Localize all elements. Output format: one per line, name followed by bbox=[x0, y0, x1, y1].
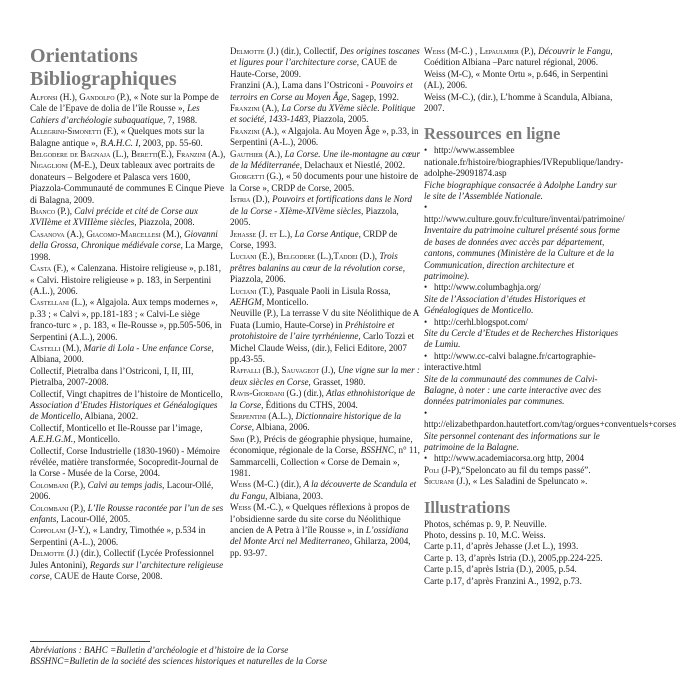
entry-details: , Albiana, 2002. bbox=[80, 411, 139, 422]
entry-title: Atlas ethnohistorique de la Corse bbox=[230, 388, 416, 410]
bibliography-entry bbox=[30, 525, 226, 548]
resource-description: Inventaire du patrimoine culturel présenté sous forme de bases de données avec accès par département, cantons, communes (Ministère de la Culture et de la Communication, direction architecture et patrimoine). bbox=[424, 225, 620, 281]
entry-author: Castellani (L.), bbox=[30, 297, 88, 308]
resource-item bbox=[424, 145, 624, 179]
bibliography-entry bbox=[30, 297, 226, 343]
bibliography-entry bbox=[30, 423, 226, 446]
section-title-orientations: Orientations Bibliographiques bbox=[30, 45, 177, 90]
entry-author: Bianco (P.), bbox=[30, 206, 72, 217]
bullet-icon: • bbox=[424, 453, 428, 464]
entry-text: « Les Saladini de Speluncato ». bbox=[470, 476, 588, 487]
bibliography-column-2 bbox=[230, 46, 420, 559]
entry-text: (dir.), bbox=[301, 388, 327, 399]
entry-title: Calvi au temps jadis bbox=[87, 479, 163, 490]
entry-text: (dir.), Collectif (Lycée Professionnel Jules Antonini), bbox=[30, 548, 215, 570]
entry-details: , Lacour-Ollé, 2006. bbox=[30, 479, 214, 502]
entry-title: La Corse du XVème siècle. Politique et société, 1433-1483 bbox=[230, 103, 416, 125]
entry-text: (dir.), bbox=[278, 479, 304, 490]
entry-author: Allegrini-Simonetti (F.), bbox=[30, 126, 119, 137]
entry-details: , Coédition Albiana –Parc naturel régional, 2006. bbox=[424, 46, 613, 68]
entry-details: , Piazzola, 2005. bbox=[230, 205, 399, 228]
bullet-icon: • bbox=[424, 316, 428, 327]
entry-author: Franzini (A.), bbox=[230, 103, 280, 114]
entry-author: Delmotte (J.) bbox=[30, 548, 79, 559]
entry-title: Giovanni della Grossa, Chronique médiévale corse bbox=[30, 228, 218, 251]
entry-author: Weiss (M-C.) , Lepaulmier (P.), bbox=[424, 46, 536, 56]
entry-title: Pouvoirs et fortifications dans le Nord de la Corse - XIème-XIVème siècles bbox=[230, 194, 412, 216]
bibliography-entry bbox=[30, 548, 226, 582]
entry-text: « Note sur la Pompe de Cale de l’Epave de dolia de l’île Rousse », bbox=[30, 92, 219, 114]
entry-details: , Piazzola, 2006. bbox=[230, 262, 405, 285]
bibliography-column-1 bbox=[30, 45, 226, 582]
illustration-credit: Carte p.17, d’après Franzini A., 1992, p.73. bbox=[424, 575, 582, 586]
entry-text: Collectif, Vingt chapitres de l’histoire de Monticello, bbox=[30, 388, 223, 399]
bibliography-entry bbox=[30, 480, 226, 503]
entry-author: Coppolani (J-Y.), bbox=[30, 525, 91, 536]
bibliography-entry bbox=[230, 365, 420, 388]
entry-author: Franzini (A.), bbox=[230, 125, 280, 136]
bibliography-list bbox=[230, 46, 420, 559]
entry-text: Pasquale Paoli in Lisula Rossa, bbox=[274, 285, 391, 296]
entry-author: Ravis-Giordani (G.) bbox=[230, 388, 302, 399]
entry-text: Neuville (P.), La terrasse V du site Néolithique de A Fuata (Lumio, Haute-Corse) in bbox=[230, 308, 419, 330]
entry-details: , CAUE de Haute-Corse, 2009. bbox=[230, 57, 397, 79]
entry-title: Dictionnaire historique de la Corse bbox=[230, 411, 402, 433]
entry-author: Istria (D.), bbox=[230, 194, 270, 205]
entry-author: Belgodere de Bagnaja (L.), Beretti(E.), Franzini (A.), Nigaglioni (M-E.), bbox=[30, 149, 226, 171]
entry-author: Colombani (P.), bbox=[30, 479, 86, 490]
entry-title: Association d’Etudes Historiques et Généalogiques de Monticello bbox=[30, 399, 218, 422]
entry-title: La Corse Antique bbox=[294, 228, 359, 239]
entry-author: Poli (J-P), bbox=[424, 464, 462, 475]
resource-item bbox=[424, 351, 620, 374]
entry-title: AEHGM bbox=[230, 296, 262, 307]
entry-text: « Algajola. Au Moyen Âge », p.33, in Serpentini (A-L.), 2006. bbox=[230, 125, 419, 148]
bibliography-entry bbox=[230, 308, 420, 365]
entry-text: « Algajola. Aux temps modernes », p.33 ; « Calvi », pp.181-183 ; « Calvi-Le siège franco-turc » , p. 183, « Ile-Rousse », pp.505-506, in Serpentini (A.L.), 2006. bbox=[30, 297, 222, 342]
abbreviation-bahc: Abréviations : BAHC =Bulletin d’archéologie et d’histoire de la Corse bbox=[30, 645, 289, 655]
entry-author: Alfonsi (H.), Gandolfo (P.), bbox=[30, 92, 132, 102]
resource-description: Site de la communauté des communes de Calvi-Balagne, à noter : une carte interactive avec des données patrimoniales par communes. bbox=[424, 373, 602, 407]
bibliography-entry bbox=[30, 389, 226, 423]
entry-details: , CRDP de Corse, 1993. bbox=[230, 228, 398, 250]
bibliography-entry bbox=[230, 103, 420, 126]
resource-list bbox=[424, 145, 676, 464]
entry-title: Calvi précide et cité de Corse aux XVIIème et XVIIIème siècles bbox=[30, 206, 199, 228]
entry-text: « Quelques mots sur la Balagne antique », bbox=[30, 126, 205, 148]
footer-divider bbox=[30, 641, 150, 642]
resource-description: Site de l’Association d’études Historiques et Généalogiques de Monticello. bbox=[424, 293, 586, 316]
entry-author: Giorgetti (G.), bbox=[230, 171, 284, 182]
bibliography-entry bbox=[424, 465, 620, 476]
entry-author: Gauthier (A.), bbox=[230, 148, 283, 159]
bullet-icon: • bbox=[424, 202, 428, 213]
entry-text: « 50 documents pour une histoire de la Corse », CRDP de Corse, 2005. bbox=[230, 171, 419, 193]
entry-title: BSSHNC bbox=[360, 445, 394, 456]
entry-author: Weiss (M-C.) bbox=[230, 479, 279, 490]
bibliography-entry bbox=[30, 503, 226, 526]
entry-title: A.E.H.G.M. bbox=[30, 434, 74, 445]
entry-author: Casta (F.), bbox=[30, 263, 69, 274]
resource-description: Site personnel contenant des informations sur le patrimoine de la Balagne. bbox=[424, 430, 600, 452]
bibliography-entry bbox=[30, 149, 226, 206]
entry-title: A la découverte de Scandula et du Fangu bbox=[230, 479, 417, 501]
bibliography-entry bbox=[30, 263, 226, 297]
bibliography-entry bbox=[230, 286, 420, 309]
bibliography-entry bbox=[424, 92, 620, 115]
entry-title: Pouvoirs et terroirs en Corse au Moyen Âge bbox=[230, 80, 413, 102]
bibliography-entry bbox=[230, 46, 420, 80]
resource-item bbox=[424, 317, 620, 328]
entry-text: “Speloncato au fil du temps passé”. bbox=[461, 464, 591, 475]
entry-text: « Calenzana. Histoire religieuse », p.181, « Calvi. Histoire religieuse » p. 183, in Serpentini (A.L.), 2006. bbox=[30, 263, 221, 296]
bibliography-entry bbox=[30, 126, 226, 149]
entry-text: Collectif, Pietralba dans l’Ostriconi, I, II, III, Pietralba, 2007-2008. bbox=[30, 365, 194, 388]
bibliography-entry bbox=[30, 229, 226, 263]
resource-description: Site du Cercle d’Etudes et de Recherches Historiques de Lumiu. bbox=[424, 327, 619, 350]
entry-author: Colombani (P.), bbox=[30, 502, 86, 513]
entry-title: L’Ile Rousse racontée par l’un de ses enfants bbox=[30, 502, 224, 525]
entry-title: Les Cahiers d’archéologie subaquatique bbox=[30, 103, 200, 125]
resource-link[interactable]: http://elizabethpardon.hautetfort.com/tag/orgues+conventuels+corses bbox=[424, 419, 676, 430]
entry-author: Luciani (T.), bbox=[230, 285, 275, 296]
bibliography-entry bbox=[230, 411, 420, 434]
bibliography-entry bbox=[424, 69, 620, 92]
section-title-illustrations: Illustrations bbox=[424, 497, 511, 517]
resource-description: Fiche biographique consacrée à Adolphe Landry sur le site de l’Assemblée Nationale. bbox=[424, 179, 617, 202]
entry-title: Préhistoire et protohistoire de l’aire tyrrhénienne bbox=[230, 319, 395, 342]
resource-link[interactable]: http://www.cc-calvi balagne.fr/cartographie-interactive.html bbox=[424, 350, 596, 373]
entry-details: , Monticello. bbox=[73, 434, 120, 445]
entry-details: , Delachaux et Niestlé, 2002. bbox=[299, 160, 406, 171]
resource-link[interactable]: http://www.assemblee nationale.fr/histoire/biographies/IVRepublique/landry-adolphe-29091874.asp bbox=[424, 145, 624, 179]
illustration-credit: Photos, schémas p. 9, P. Neuville. bbox=[424, 518, 547, 529]
entry-text: Weiss (M-C), « Monte Ortu », p.646, in Serpentini (AL), 2006. bbox=[424, 68, 609, 91]
bullet-icon: • bbox=[424, 282, 428, 293]
entry-author: Delmotte (J.) bbox=[230, 46, 279, 56]
entry-details: , Albiana, 2006. bbox=[251, 422, 310, 433]
resource-item bbox=[424, 453, 620, 464]
bibliography-entry bbox=[230, 229, 420, 252]
bullet-icon: • bbox=[424, 350, 428, 361]
bibliography-entry bbox=[230, 479, 420, 502]
entry-author: Casanova (A.), Giacomo-Marcellesi (M.), bbox=[30, 228, 182, 239]
entry-title: Découvrir le Fangu bbox=[538, 46, 611, 56]
illustration-credits bbox=[424, 519, 620, 587]
entry-details: , CAUE de Haute Corse, 2008. bbox=[49, 571, 163, 582]
entry-details: , Ghilarza, 2004, pp. 93-97. bbox=[230, 536, 411, 558]
bibliography-column-3 bbox=[424, 46, 676, 587]
bibliography-entry bbox=[230, 171, 420, 194]
illustration-credit: Carte p. 13, d’après Istria (D.), 2005,pp.224-225. bbox=[424, 552, 603, 563]
entry-details: , Albiana, 2003. bbox=[265, 490, 323, 501]
abbreviations-footer bbox=[30, 645, 620, 668]
entry-details: , n° 11, Sammarcelli, Collection « Corse de Demain », 1981. bbox=[230, 445, 420, 479]
entry-text: Deux tableaux avec portraits de donateurs – Belgodere et Palasca vers 1600, Piazzola-Communauté de communes E Cinque Pieve di Balagna, 2009. bbox=[30, 160, 225, 205]
entry-details: , Sagep, 1992. bbox=[347, 91, 399, 102]
bibliography-entry bbox=[230, 126, 420, 149]
entry-author: Luciani (E.), Belgodere (L.),Taddei (D.), bbox=[230, 251, 378, 262]
entry-author: Castelli (M.), bbox=[30, 342, 82, 353]
entry-author: Weiss (M.-C.), bbox=[230, 502, 284, 513]
entry-details: , Grasset, 1980. bbox=[308, 376, 366, 387]
entry-details: , Monticello. bbox=[261, 296, 309, 307]
entry-details: , Éditions du CTHS, 2004. bbox=[261, 399, 358, 410]
entry-details: , Piazzola, 2005. bbox=[308, 114, 369, 125]
illustration-credit: Photo, dessins p. 10, M.C. Weiss. bbox=[424, 530, 546, 541]
bullet-icon: • bbox=[424, 145, 428, 156]
bibliography-entry bbox=[424, 46, 620, 69]
bibliography-list bbox=[30, 92, 226, 582]
entry-details: , 7, 1988. bbox=[163, 114, 198, 125]
resource-link[interactable]: http://cerhl.blogspot.com/ bbox=[434, 316, 528, 327]
entry-title: Marie di Lola - Une enfance Corse bbox=[83, 342, 212, 353]
entry-text: (dir.), Collectif, bbox=[278, 46, 340, 56]
resource-item bbox=[424, 202, 625, 225]
abbreviation-bsshnc: BSSHNC=Bulletin de la société des sciences historiques et naturelles de la Corse bbox=[30, 656, 328, 667]
resource-link[interactable]: http://www.culture.gouv.fr/culture/inventai/patrimoine/ bbox=[424, 213, 625, 224]
entry-text: Weiss (M-C.), (dir.), L’homme à Scandula, Albiana, 2007. bbox=[424, 91, 613, 114]
bibliography-entry bbox=[230, 194, 420, 228]
entry-title: Regards sur l’architecture religieuse corse bbox=[30, 559, 224, 582]
entry-title: Des origines toscanes et ligures pour l’architecture corse bbox=[230, 46, 420, 68]
bibliography-entry bbox=[230, 502, 420, 559]
entry-author: Jehasse (J. et L.), bbox=[230, 228, 293, 239]
bibliography-entry bbox=[230, 388, 420, 411]
entry-title: L’ossidiana del Monte Arci nel Mediterraneo bbox=[230, 525, 409, 547]
entry-title: Une vigne sur la mer : deux siècles en Corse bbox=[230, 365, 420, 387]
entry-text: Franzini (A.), Lama dans l’Ostriconi - bbox=[230, 80, 371, 91]
entry-author: Serpentini (A.L.), bbox=[230, 411, 294, 421]
entry-author: Sicurani (J.), bbox=[424, 476, 471, 487]
resource-link[interactable]: http://www.academiacorsa.org http, 2004 bbox=[434, 453, 585, 464]
resource-link[interactable]: http://www.columbaghja.org/ bbox=[434, 282, 541, 293]
entry-details: , Lacour-Ollé, 2005. bbox=[56, 514, 131, 525]
entry-title: B.A.H.C. I bbox=[100, 137, 139, 148]
illustration-credit: Carte p.11, d’après Jehasse (J.et L.), 1993. bbox=[424, 541, 579, 552]
entry-text: Collectif, Corse Industrielle (1830-1960) - Mémoire révélée, matière transformée, Socopredit-Journal de la Corse - Musée de la Corse, 2004. bbox=[30, 445, 220, 479]
bibliography-entry bbox=[30, 446, 226, 480]
bibliography-entry bbox=[30, 206, 226, 229]
bibliography-entry bbox=[30, 366, 226, 389]
entry-details: , 2003, pp. 55-60. bbox=[138, 137, 203, 148]
bibliography-entry bbox=[30, 92, 226, 126]
bibliography-entry bbox=[30, 343, 226, 366]
bibliography-entry bbox=[424, 476, 620, 487]
resource-item bbox=[424, 282, 620, 293]
bibliography-entry bbox=[230, 251, 420, 285]
bullet-icon: • bbox=[424, 407, 428, 418]
entry-details: , Piazzola, 2008. bbox=[134, 217, 195, 228]
entry-title: Trois prêtres balanins au cœur de la révolution corse bbox=[230, 251, 403, 273]
entry-text: « Quelques réflexions à propos de l’obsidienne sarde du site corse du Néolithique ancien de A Petra à l’île Rousse », in bbox=[230, 502, 410, 536]
bibliography-entry bbox=[230, 434, 420, 480]
entry-author: Simi (P.), bbox=[230, 433, 262, 444]
entry-text: Collectif, Monticello et Ile-Rousse par l’image, bbox=[30, 422, 203, 433]
bibliography-entry bbox=[230, 80, 420, 103]
entry-text: Précis de géographie physique, humaine, économique, régionale de la Corse, bbox=[230, 433, 413, 456]
entry-text: « Landry, Timothée », p.534 in Serpentini (A-L.), 2006. bbox=[30, 525, 206, 547]
extra-references bbox=[424, 465, 620, 488]
entry-details: , Albiana, 2000. bbox=[30, 342, 214, 365]
bibliography-entry bbox=[230, 149, 420, 172]
entry-author: Raffalli (B.), Sauvageot (J.), bbox=[230, 365, 336, 376]
entry-title: La Corse. Une ile-montagne au cœur de la Méditerranée bbox=[230, 148, 421, 171]
entry-details: , La Marge, 1998. bbox=[30, 240, 223, 262]
resource-item bbox=[424, 407, 676, 431]
section-title-resources: Ressources en ligne bbox=[424, 124, 561, 144]
illustration-credit: Carte p.15, d’après Istria (D.), 2005, p.54. bbox=[424, 564, 577, 575]
bibliography-list bbox=[424, 46, 620, 114]
entry-details: , Carlo Tozzi et Michel Claude Weiss, (dir.), Felici Editore, 2007 pp.43-55. bbox=[230, 331, 415, 364]
